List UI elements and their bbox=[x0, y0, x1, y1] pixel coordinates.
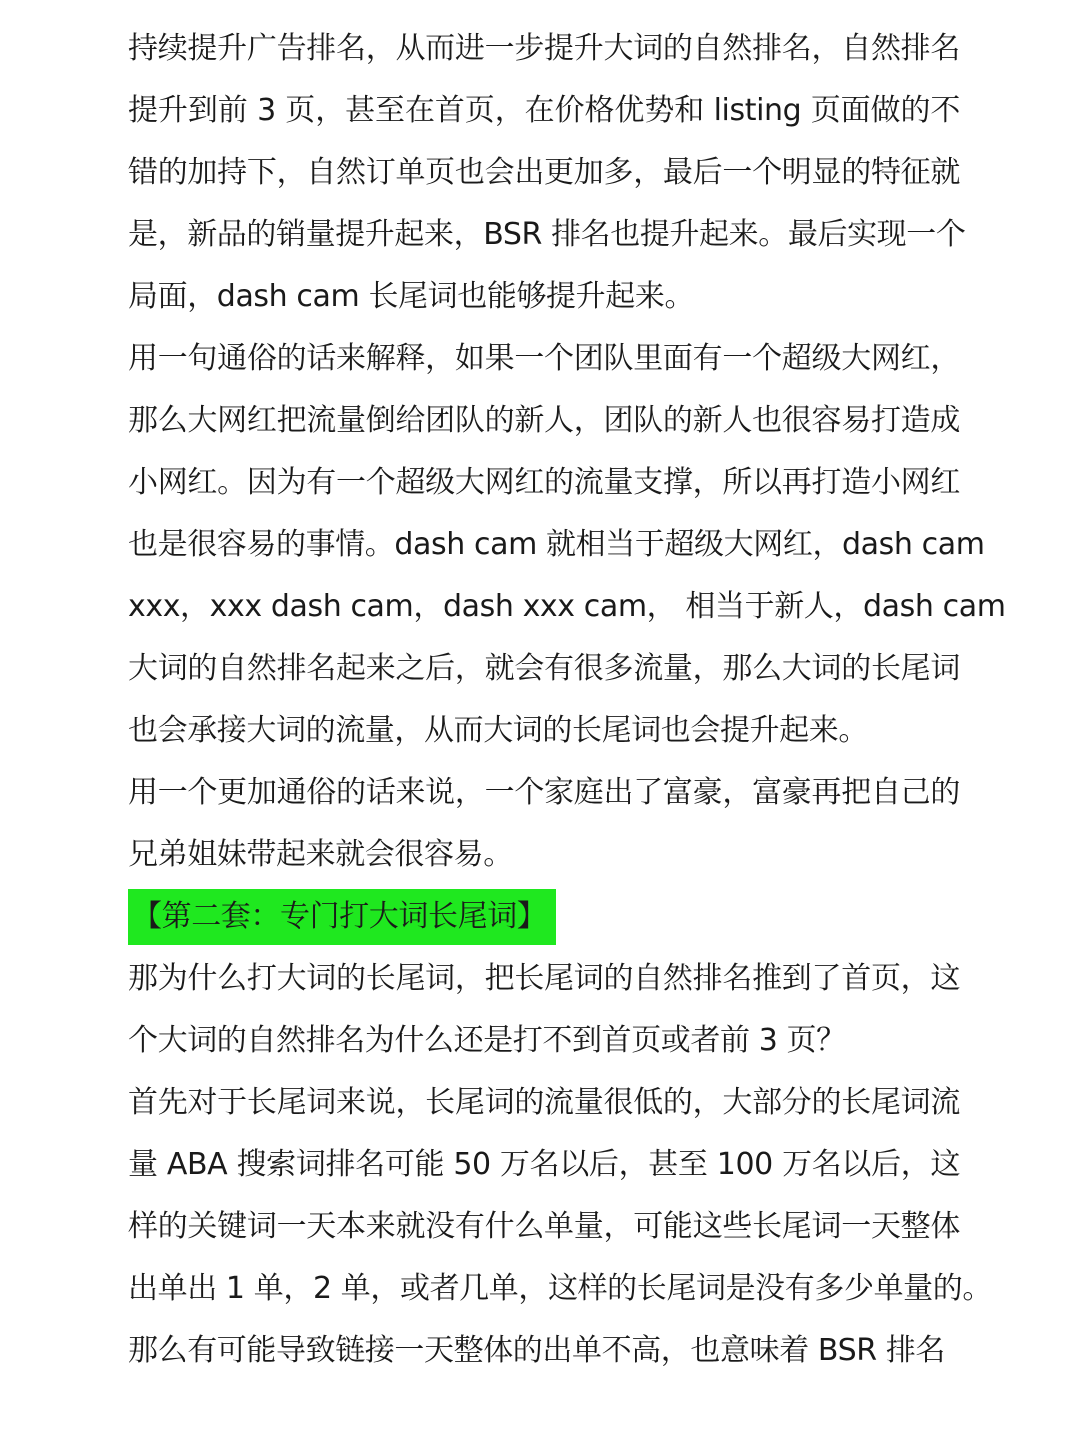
text-line: 用一个更加通俗的话来说，一个家庭出了富豪，富豪再把自己的 bbox=[128, 775, 960, 810]
text-line: 也会承接大词的流量，从而大词的长尾词也会提升起来。 bbox=[128, 713, 868, 748]
section-heading: 【第二套：专门打大词长尾词】 bbox=[128, 889, 556, 945]
text-line: 也是很容易的事情。dash cam 就相当于超级大网红，dash cam bbox=[128, 527, 985, 562]
text-line: 兄弟姐妹带起来就会很容易。 bbox=[128, 837, 513, 872]
text-line: 那么有可能导致链接一天整体的出单不高，也意味着 BSR 排名 bbox=[128, 1333, 946, 1368]
section-heading-row bbox=[128, 886, 960, 948]
text-line: 大词的自然排名起来之后，就会有很多流量，那么大词的长尾词 bbox=[128, 651, 960, 686]
text-line: 样的关键词一天本来就没有什么单量，可能这些长尾词一天整体 bbox=[128, 1209, 960, 1244]
text-line: 个大词的自然排名为什么还是打不到首页或者前 3 页？ bbox=[128, 1023, 846, 1058]
text-line: 小网红。因为有一个超级大网红的流量支撑，所以再打造小网红 bbox=[128, 465, 960, 500]
text-line: 局面，dash cam 长尾词也能够提升起来。 bbox=[128, 279, 695, 314]
text-line: 用一句通俗的话来解释，如果一个团队里面有一个超级大网红， bbox=[128, 341, 960, 376]
text-line: 是，新品的销量提升起来，BSR 排名也提升起来。最后实现一个 bbox=[128, 217, 966, 252]
text-line: 提升到前 3 页，甚至在首页，在价格优势和 listing 页面做的不 bbox=[128, 93, 960, 128]
article-body bbox=[128, 18, 1006, 1382]
text-line: 出单出 1 单，2 单，或者几单，这样的长尾词是没有多少单量的。 bbox=[128, 1271, 992, 1306]
text-line: 那为什么打大词的长尾词，把长尾词的自然排名推到了首页，这 bbox=[128, 961, 960, 996]
text-line: 那么大网红把流量倒给团队的新人，团队的新人也很容易打造成 bbox=[128, 403, 960, 438]
text-line: 首先对于长尾词来说，长尾词的流量很低的，大部分的长尾词流 bbox=[128, 1085, 960, 1120]
text-line: 错的加持下，自然订单页也会出更加多，最后一个明显的特征就 bbox=[128, 155, 960, 190]
text-line: 量 ABA 搜索词排名可能 50 万名以后，甚至 100 万名以后，这 bbox=[128, 1147, 960, 1182]
text-line: xxx，xxx dash cam，dash xxx cam， 相当于新人，dash cam bbox=[128, 589, 1006, 624]
text-line: 持续提升广告排名，从而进一步提升大词的自然排名，自然排名 bbox=[128, 31, 960, 66]
